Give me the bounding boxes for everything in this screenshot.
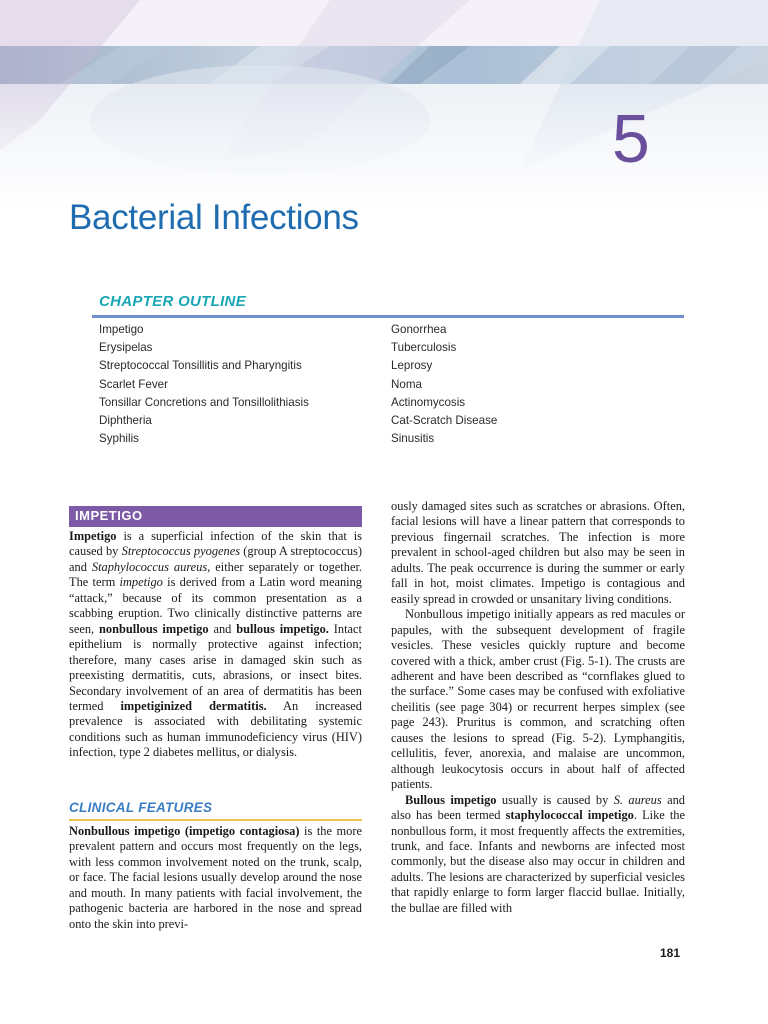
term-bold: Bullous impetigo (405, 792, 497, 807)
section-heading-bar (69, 506, 362, 527)
term-impetigo: Impetigo (69, 529, 117, 543)
species-name: Streptococcus pyogenes (121, 544, 241, 559)
left-text-column (69, 529, 362, 761)
section-heading: IMPETIGO (75, 508, 143, 523)
right-paragraph: Bullous impetigo usually is caused by S. aureus and also has been termed staphylococcal impetigo. Like the nonbullous form, it most frequently affects the extremities, trunk, and face. Infants and newborns are infected most commonly, but the disease also may occur in children and adults. The lesions are characterized by superficial vesicles that rapidly enlarge to form larger flaccid bullae. Initially, the bullae are filled with (391, 792, 685, 915)
subsection-underline (69, 819, 362, 821)
outline-item: Gonorrhea (391, 323, 447, 336)
right-text-column (391, 499, 685, 916)
outline-item: Tonsillar Concretions and Tonsillolithiasis (99, 395, 309, 409)
species-name: Staphylococcus aureus (91, 559, 208, 574)
right-paragraph: Nonbullous impetigo initially appears as red macules or papules, with the subsequent development of fragile vesicles. These vesicles quickly rupture and become covered with a thick, amber crust (Fig. 5-1). The crusts are adherent and have been described as “cornflakes glued to the surface.” Some cases may be confused with exfoliative cheilitis (see page 304) or recurrent herpes simplex (see page 243). Pruritus is common, and scratching often causes the lesions to spread (Fig. 5-2). Lymphangitis, cellulitis, fever, anorexia, and malaise are uncommon, although leukocytosis occurs in about half of affected patients. (391, 607, 685, 792)
subsection-heading: CLINICAL FEATURES (69, 800, 213, 815)
chapter-number: 5 (612, 101, 650, 177)
outline-left-column (99, 321, 309, 448)
clinical-features-text (69, 824, 362, 932)
chapter-outline-heading: CHAPTER OUTLINE (99, 293, 246, 310)
clinical-paragraph: Nonbullous impetigo (impetigo contagiosa) is the more prevalent pattern and occurs most frequently on the legs, with less common involvement noted on the trunk, scalp, or face. The facial lesions usually develop around the nose and mouth. In many patients with facial involvement, the pathogenic bacteria are harbored in the nose and spread onto the skin into previ- (69, 824, 362, 931)
outline-item: Leprosy (391, 359, 433, 373)
term-bold: staphylococcal impetigo (505, 808, 634, 823)
impetigo-intro-paragraph: Impetigo is a superficial infection of the skin that is caused by Streptococcus pyogenes (group A streptococcus) and Staphylococcus aureus, either separately or together. The term impetigo is derived from a Latin word meaning “attack,” because of its common presentation as a scabbing eruption. Two clinically distinctive patterns are seen, nonbullous impetigo and bullous impetigo. Intact epithelium is normally protective against infection; therefore, many cases arise in damaged skin such as preexisting dermatitis, cuts, abrasions, or insect bites. Secondary involvement of an area of dermatitis has been termed impetiginized dermatitis. An increased prevalence is associated with debilitating systemic conditions such as human immunodeficiency virus (HIV) infection, type 2 diabetes mellitus, or dialysis. (69, 529, 362, 760)
outline-item: Tuberculosis (391, 341, 457, 355)
outline-right-column (391, 321, 497, 448)
outline-item: Actinomycosis (391, 395, 466, 409)
chapter-title: Bacterial Infections (69, 198, 359, 237)
right-paragraph: ously damaged sites such as scratches or abrasions. Often, facial lesions will have a linear pattern that corresponds to previous fingernail scratches. The infection is more prevalent in school-aged children but also may be seen in adults. The peak occurrence is during the summer or early fall in hot, moist climates. Impetigo is contagious and easily spread in crowded or unsanitary living conditions. (391, 499, 685, 606)
outline-item: Sinusitis (391, 432, 435, 446)
outline-item: Impetigo (99, 323, 144, 336)
banner-graphic (0, 0, 768, 210)
page-number: 181 (660, 946, 681, 960)
header-banner (0, 0, 768, 210)
outline-item: Streptococcal Tonsillitis and Pharyngitis (99, 359, 302, 373)
term-bold: Nonbullous impetigo (impetigo contagiosa) (69, 824, 300, 838)
outline-item: Noma (391, 377, 422, 391)
term-bold: nonbullous impetigo (99, 621, 209, 636)
term-bold: impetiginized dermatitis. (120, 698, 267, 713)
term-italic: impetigo (119, 575, 163, 590)
outline-item: Diphtheria (99, 414, 152, 428)
outline-item: Scarlet Fever (99, 377, 168, 391)
outline-divider (92, 315, 684, 318)
outline-item: Syphilis (99, 432, 139, 446)
term-bold: bullous impetigo. (236, 621, 329, 636)
species-name: S. aureus (613, 792, 662, 807)
outline-item: Cat-Scratch Disease (391, 414, 498, 428)
outline-item: Erysipelas (99, 341, 153, 355)
